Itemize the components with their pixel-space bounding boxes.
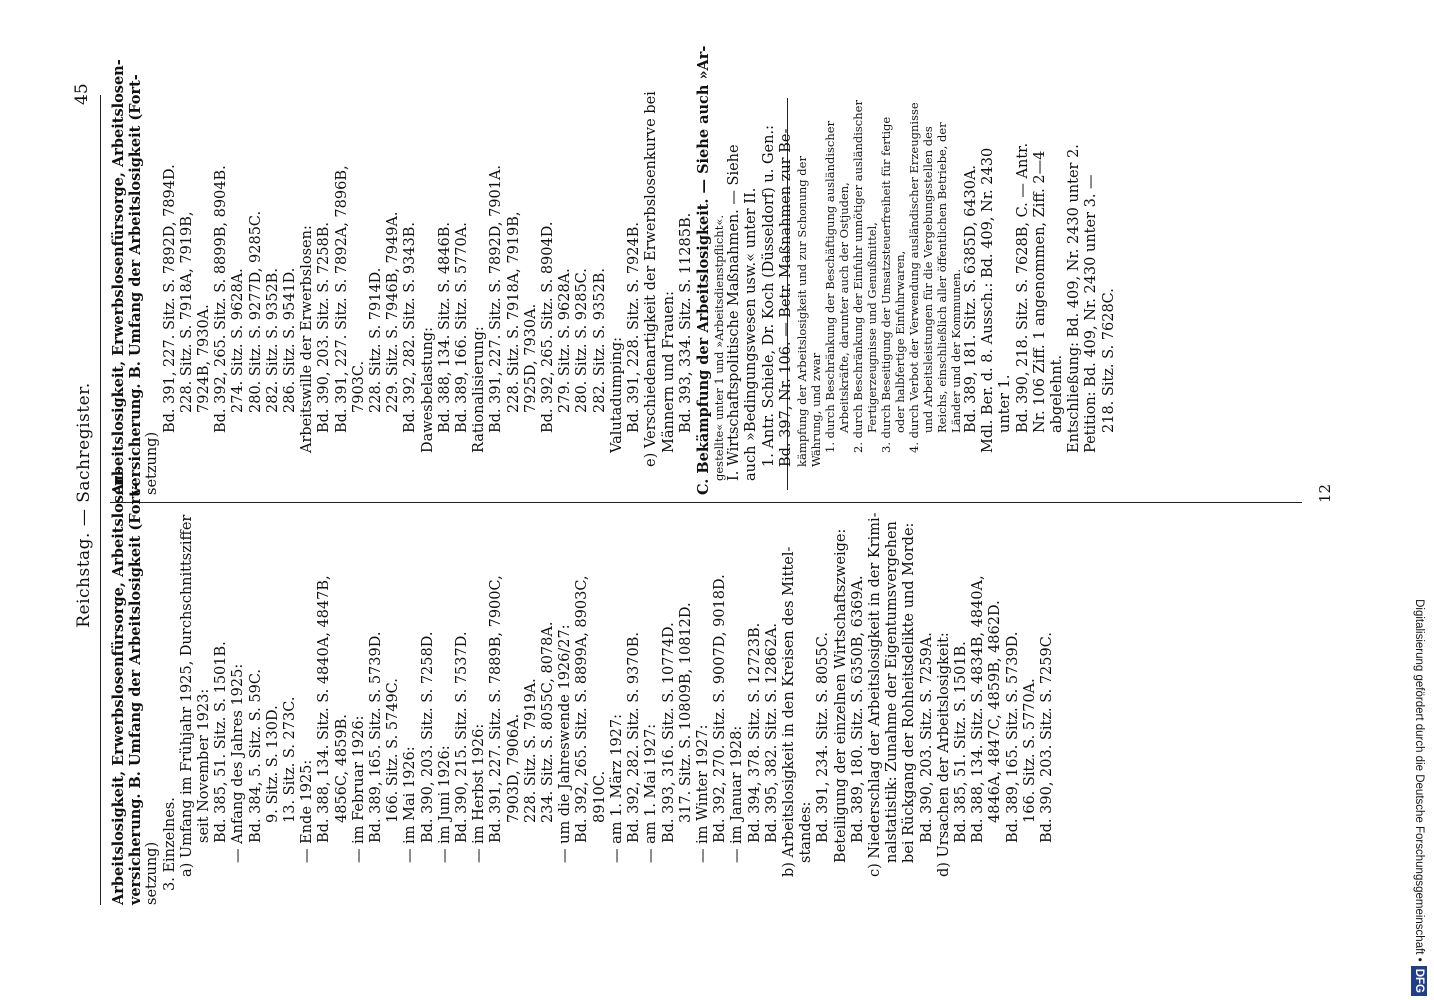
index-entry-line: 279. Sitz. S. 9628A. <box>557 268 574 413</box>
index-entry-line: 286. Sitz. S. 9541D. <box>282 267 299 413</box>
index-entry-line: Dawesbelastung: <box>419 327 436 453</box>
index-entry-line: Bd. 392, 265. Sitz. S. 8904D. <box>540 221 557 433</box>
index-entry-line: Bd. 390, 203. Sitz. S. 7259C. <box>1038 632 1055 843</box>
index-entry-line: Bd. 385, 51. Sitz. S. 1501B. <box>213 641 230 843</box>
index-entry-line: 229. Sitz. S. 7946B, 7949A. <box>385 211 402 413</box>
index-entry-line: Fertigerzeugnisse und Genußmittel, <box>864 222 879 433</box>
index-entry-line: 280. Sitz. S. 9277D, 9285C. <box>247 210 264 413</box>
index-entry-line: 7925D, 7930A. <box>522 303 539 413</box>
index-entry-line: — im Juni 1926: <box>436 745 453 863</box>
index-entry-line: 2. durch Beschränkung der Einfuhr unnötiger ausländischer <box>850 100 865 453</box>
index-entry-line: Mdl. Ber. d. 8. Aussch.: Bd. 409, Nr. 2430 <box>980 147 997 453</box>
index-entry-line: 166. Sitz. S. 5749C. <box>385 678 402 823</box>
index-entry-line: — Anfang des Jahres 1925: <box>230 663 247 863</box>
index-entry-line: 4856C, 4859B. <box>333 714 350 823</box>
index-entry-line: nalstatistik: Zunahme der Eigentumsvergehen <box>884 521 901 863</box>
index-entry-line: Bd. 389, 181. Sitz. S. 6385D, 6430A. <box>962 164 979 433</box>
index-entry-line: 1. durch Beschränkung der Beschäftigung ausländischer <box>822 120 837 453</box>
index-entry-line: 274. Sitz. S. 9628A. <box>230 268 247 413</box>
index-entry-line: — Ende 1925: <box>299 759 316 863</box>
index-entry-line: versicherung. B. Umfang der Arbeitslosigkeit (Fort- <box>127 484 145 905</box>
index-entry-line: Bd. 394, 378. Sitz. S. 12723B. <box>746 622 763 843</box>
right-column <box>110 45 1118 495</box>
index-entry-line: Währung, und zwar <box>808 352 823 467</box>
index-entry-line: setzung) <box>144 841 161 905</box>
index-entry-line: 7903D, 7906A. <box>505 713 522 823</box>
credit-label: Digitalisierung gefördert durch die Deutsche Forschungsgemeinschaft • <box>1413 599 1425 962</box>
index-entry-line: — im Herbst 1926: <box>471 723 488 863</box>
index-entry-line: Arbeitslosigkeit, Erwerbslosenfürsorge, Arbeitslosen- <box>110 469 127 905</box>
index-entry-line: Bd. 397, Nr. 106. — Betr. Maßnahmen zur Be- <box>777 128 794 467</box>
index-entry-line: 282. Sitz. S. 9352B. <box>264 268 281 413</box>
index-entry-line: versicherung. B. Umfang der Arbeitslosigkeit (Fort- <box>127 74 145 495</box>
index-entry-line: Bd. 393, 316. Sitz. S. 10774D. <box>660 622 677 843</box>
index-entry-line: Bd. 389, 166. Sitz. S. 5770A. <box>454 222 471 433</box>
index-entry-line: Bd. 390, 218. Sitz. S. 7628B, C. — Antr. <box>1014 142 1031 433</box>
index-entry-line: Beteiligung der einzelnen Wirtschaftszweige: <box>832 528 849 863</box>
index-entry-line: Bd. 392, 282. Sitz. S. 9343B. <box>402 221 419 433</box>
index-entry-line: a) Umfang im Frühjahr 1925, Durchschnittsziffer <box>178 514 195 877</box>
index-entry-line: 1. Antr. Schiele, Dr. Koch (Düsseldorf) u. Gen.: <box>760 125 777 467</box>
index-entry-line: Bd. 391, 228. Sitz. S. 7924B. <box>626 221 643 433</box>
index-entry-line: abgelehnt. <box>1048 354 1065 433</box>
index-entry-line: Arbeitskräfte, darunter auch der Ostjuden, <box>836 182 851 433</box>
index-entry-line: unter 1. <box>997 374 1014 433</box>
index-entry-line: — um die Jahreswende 1926/27: <box>557 624 574 863</box>
index-entry-line: Valutadumping: <box>608 336 625 453</box>
digitization-credit-text <box>1406 8 1432 996</box>
index-entry-line: Bd. 395, 382. Sitz. S. 12862A. <box>763 622 780 843</box>
index-entry-line: 4846A, 4847C, 4859B, 4862D. <box>987 600 1004 823</box>
index-entry-line: Rationalisierung: <box>471 326 488 453</box>
index-entry-line: Arbeitswille der Erwerbslosen: <box>299 225 316 453</box>
index-entry-line: Bd. 392, 265. Sitz. S. 8899A, 8903C, <box>574 575 591 843</box>
index-entry-line: 228. Sitz. S. 7919A. <box>522 678 539 823</box>
index-entry-line: Reichs, einschließlich aller öffentlichen Betriebe, der <box>934 122 949 433</box>
index-entry-line: Bd. 389, 165. Sitz. S. 5739D. <box>368 631 385 843</box>
index-entry-line: 166. Sitz. S. 5770A. <box>1021 678 1038 823</box>
index-entry-line: Länder und der Kommunen. <box>948 268 963 433</box>
index-entry-line: 8910C. <box>591 770 608 823</box>
index-entry-line: Bd. 391, 227. Sitz. S. 7892D, 7901A. <box>488 164 505 433</box>
index-entry-line: Bd. 392, 282. Sitz. S. 9370B. <box>626 631 643 843</box>
index-entry-line: 280. Sitz. S. 9285C. <box>574 268 591 413</box>
index-entry-line: 13. Sitz. S. 273C. <box>282 696 299 823</box>
index-entry-line: Bd. 389, 165. Sitz. S. 5739D. <box>1004 631 1021 843</box>
index-entry-line: Bd. 389, 180. Sitz. S. 6350B, 6369A. <box>849 575 866 843</box>
header-rule <box>100 95 101 905</box>
index-entry-line: — im Januar 1928: <box>729 725 746 863</box>
index-entry-line: 317. Sitz. S. 10809B, 10812D. <box>677 602 694 823</box>
index-entry-line: gestellte« unter 1 und »Arbeitsdienstpflicht«. <box>712 214 727 481</box>
index-entry-line: Bd. 388, 134. Sitz. S. 4846B. <box>436 221 453 433</box>
page-number: 45 <box>72 83 92 105</box>
index-entry-line: Bd. 391, 227. Sitz. S. 7889B, 7900C, <box>488 575 505 843</box>
index-entry-line: Bd. 392, 270. Sitz. S. 9007D, 9018D. <box>712 574 729 843</box>
index-entry-line: 218. Sitz. S. 7628C. <box>1100 288 1117 433</box>
index-entry-line: oder halbfertige Einfuhrwaren, <box>892 250 907 433</box>
index-entry-line: — am 1. Mai 1927: <box>643 723 660 863</box>
index-entry-line: Bd. 391, 234. Sitz. S. 8055C. <box>815 632 832 843</box>
index-entry-line: d) Ursachen der Arbeitslosigkeit: <box>935 632 952 877</box>
index-entry-line: Bd. 390, 215. Sitz. S. 7537D. <box>454 631 471 843</box>
index-entry-line: bei Rückgang der Rohheitsdelikte und Morde: <box>901 522 918 863</box>
index-entry-line: — im Mai 1926: <box>402 746 419 863</box>
dfg-logo-icon: DFG <box>1411 966 1427 996</box>
index-entry-line: Bd. 393, 334. Sitz. S. 11285B. <box>677 212 694 433</box>
index-entry-line: b) Arbeitslosigkeit in den Kreisen des Mittel- <box>780 546 797 877</box>
digitization-credit <box>1406 8 1432 996</box>
index-entry-line: 234. Sitz. S. 8055C, 8078A. <box>540 621 557 823</box>
index-entry-line: Bd. 390, 203. Sitz. S. 7258B. <box>316 221 333 433</box>
index-entry-line: — am 1. März 1927: <box>608 713 625 863</box>
index-entry-line: 7903C. <box>350 360 367 413</box>
index-entry-line: auch »Bedingungswesen usw.« unter II. <box>743 187 760 481</box>
index-entry-line: c) Niederschlag der Arbeitslosigkeit in der Krimi- <box>866 512 883 877</box>
index-entry-line: Bd. 392, 265. Sitz. S. 8899B, 8904B. <box>213 165 230 433</box>
index-entry-line: 3. durch Beseitigung der Umsatzsteuerfreiheit für fertige <box>878 116 893 453</box>
index-entry-line: Männern und Frauen: <box>660 291 677 453</box>
index-entry-line: 282. Sitz. S. 9352B. <box>591 268 608 413</box>
index-entry-line: Nr. 106 Ziff. 1 angenommen, Ziff. 2—4 <box>1031 150 1048 433</box>
index-entry-line: Entschließung: Bd. 409, Nr. 2430 unter 2. <box>1066 144 1083 453</box>
index-entry-line: 228. Sitz. S. 7918A, 7919B, <box>505 211 522 413</box>
index-entry-line: Bd. 390, 203. Sitz. S. 7258D. <box>419 631 436 843</box>
index-entry-line: 3. Einzelnes. <box>161 797 178 891</box>
index-entry-line: 228. Sitz. S. 7914D. <box>368 267 385 413</box>
index-entry-line: Bd. 388, 134. Sitz. S. 4834B, 4840A, <box>970 575 987 843</box>
index-entry-line: kämpfung der Arbeitslosigkeit und zur Schonung der <box>794 156 809 467</box>
index-entry-line: — im Winter 1927: <box>694 724 711 863</box>
index-entry-line: Bd. 391, 227. Sitz. S. 7892A, 7896B, <box>333 165 350 433</box>
index-entry-line: Bd. 384, 5. Sitz. S. 59C. <box>247 668 264 843</box>
index-entry-line: Bd. 390, 203. Sitz. S. 7259A. <box>918 632 935 843</box>
index-entry-line: und Arbeitsleistungen für die Vergebungsstellen des <box>920 126 935 433</box>
index-entry-line: Arbeitslosigkeit, Erwerbslosenfürsorge, Arbeitslosen- <box>110 59 127 495</box>
index-entry-line: 7924B, 7930A. <box>196 304 213 413</box>
running-head: Reichstag. — Sachregister. <box>74 382 94 628</box>
index-entry-line: e) Verschiedenartigkeit der Erwerbslosenkurve bei <box>643 91 660 467</box>
index-entry-line: Bd. 388, 134. Sitz. S. 4840A, 4847B, <box>316 575 333 843</box>
index-entry-line: Bd. 391, 227. Sitz. S. 7892D, 7894D. <box>161 164 178 433</box>
signature-number: 12 <box>1316 483 1334 503</box>
index-entry-line: I. Wirtschaftspolitische Maßnahmen. — Siehe <box>726 144 743 481</box>
index-entry-line: Petition: Bd. 409, Nr. 2430 unter 3. — <box>1083 174 1100 453</box>
index-entry-line: 228. Sitz. S. 7918A, 7919B, <box>178 211 195 413</box>
index-entry-line: Bd. 385, 51. Sitz. S. 1501B. <box>952 641 969 843</box>
index-entry-line: standes: <box>798 801 815 863</box>
index-entry-line: — im Februar 1926: <box>350 715 367 863</box>
left-column <box>110 469 1056 905</box>
column-divider <box>110 502 1302 503</box>
index-entry-line: 9. Sitz. S. 130D. <box>264 705 281 823</box>
index-entry-line: 4. durch Verbot der Verwendung ausländischer Erzeugnisse <box>906 102 921 453</box>
index-entry-line: seit November 1923: <box>196 688 213 843</box>
index-entry-line: setzung) <box>144 431 161 495</box>
index-entry-line: C. Bekämpfung der Arbeitslosigkeit. — Siehe auch »Ar- <box>694 45 712 495</box>
